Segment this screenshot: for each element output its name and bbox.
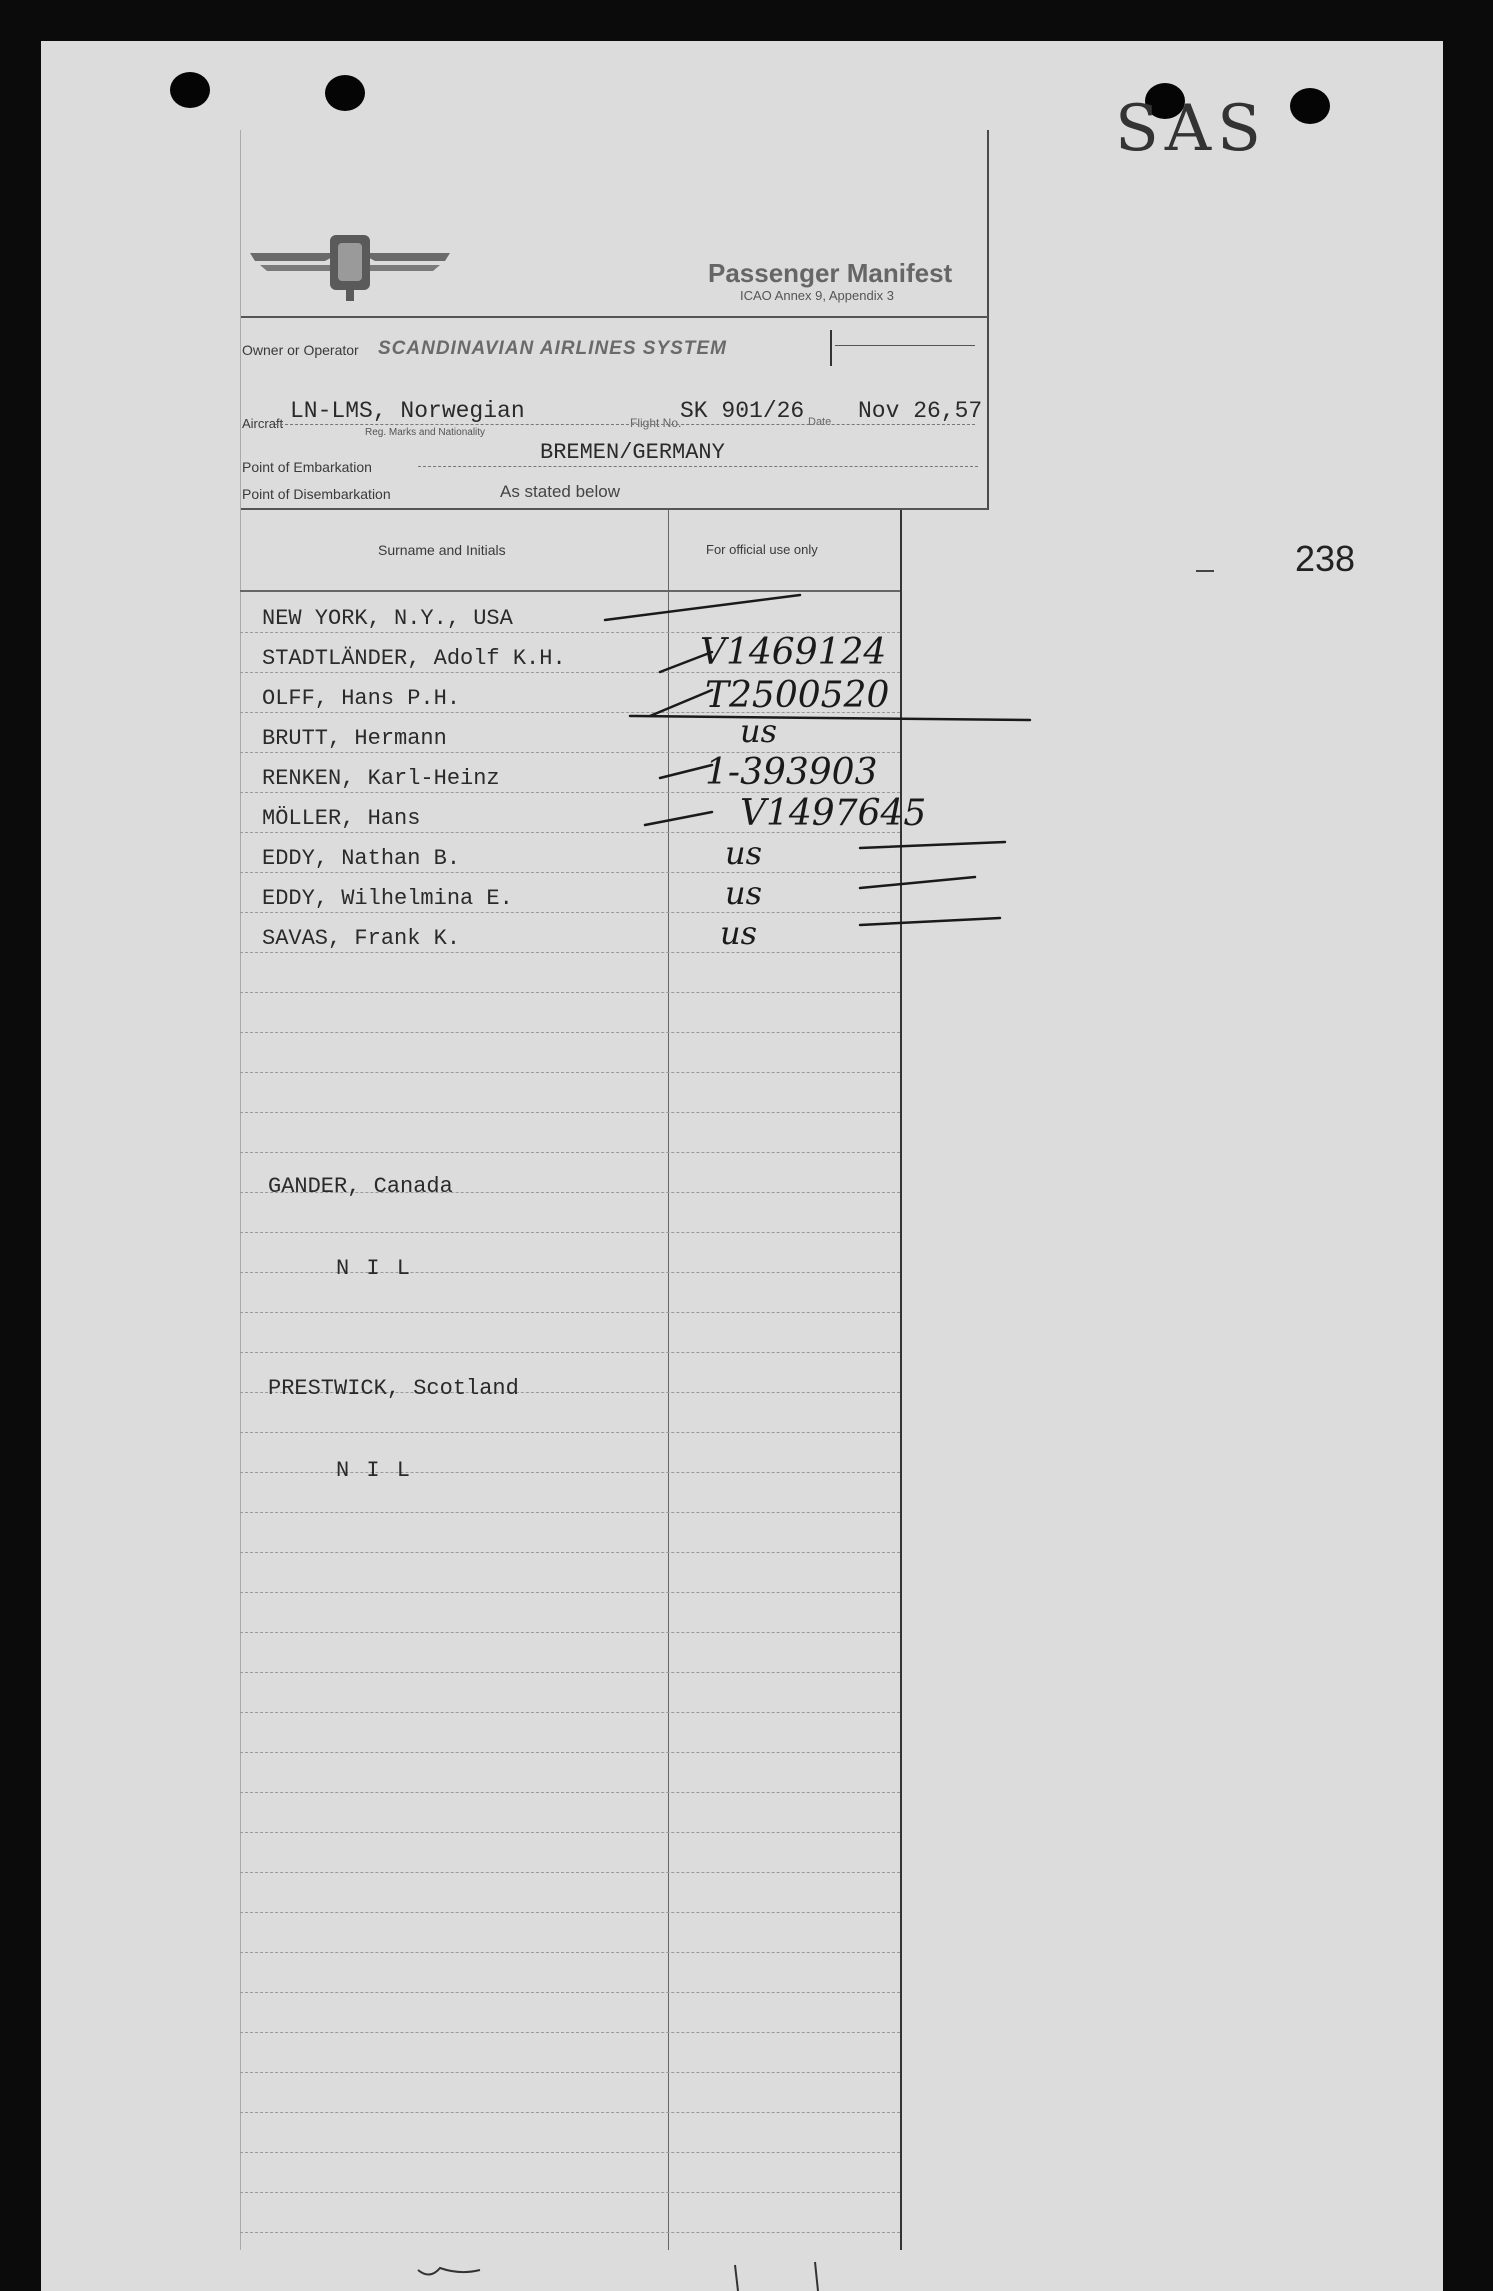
aircraft-value: LN-LMS, Norwegian bbox=[290, 398, 525, 424]
flight-label: Flight No. bbox=[630, 416, 682, 430]
disembarkation-value: As stated below bbox=[500, 482, 621, 501]
official-entry: us bbox=[725, 834, 763, 872]
owner-label: Owner or Operator bbox=[242, 342, 359, 358]
list-item: EDDY, Wilhelmina E. bbox=[262, 886, 513, 911]
list-item: NEW YORK, N.Y., USA bbox=[262, 606, 513, 631]
embarkation-label: Point of Embarkation bbox=[242, 459, 372, 475]
official-entry: us bbox=[725, 874, 763, 912]
form-subtitle: ICAO Annex 9, Appendix 3 bbox=[740, 288, 894, 303]
official-entry: us bbox=[740, 712, 778, 750]
list-item: OLFF, Hans P.H. bbox=[262, 686, 461, 711]
official-entry: 1-393903 bbox=[705, 752, 878, 793]
col-name-header: Surname and Initials bbox=[378, 542, 506, 558]
official-entry: V1469124 bbox=[700, 632, 887, 673]
list-item: STADTLÄNDER, Adolf K.H. bbox=[262, 646, 566, 671]
date-label: Date bbox=[808, 416, 832, 428]
list-item: RENKEN, Karl-Heinz bbox=[262, 766, 500, 791]
aircraft-label: Aircraft bbox=[242, 416, 284, 431]
flight-value: SK 901/26 bbox=[680, 398, 805, 424]
list-item: EDDY, Nathan B. bbox=[262, 846, 461, 871]
margin-mark bbox=[1196, 570, 1214, 572]
corner-mark: SAS bbox=[1115, 92, 1267, 166]
aircraft-sublabel: Reg. Marks and Nationality bbox=[365, 427, 486, 438]
section-heading-prestwick: PRESTWICK, Scotland bbox=[268, 1376, 519, 1401]
page-number: 238 bbox=[1295, 538, 1356, 579]
list-item: MÖLLER, Hans bbox=[262, 806, 421, 831]
list-item: BRUTT, Hermann bbox=[262, 726, 447, 751]
section-value-gander: N I L bbox=[336, 1256, 413, 1281]
owner-value: SCANDINAVIAN AIRLINES SYSTEM bbox=[378, 338, 727, 359]
section-value-prestwick: N I L bbox=[336, 1458, 413, 1483]
embarkation-value: BREMEN/GERMANY bbox=[540, 440, 725, 465]
section-heading-gander: GANDER, Canada bbox=[268, 1174, 453, 1199]
official-entry: T2500520 bbox=[705, 675, 890, 716]
date-value: Nov 26,57 bbox=[858, 398, 983, 424]
form-title: Passenger Manifest bbox=[708, 258, 953, 288]
disembarkation-label: Point of Disembarkation bbox=[242, 486, 391, 502]
official-entry: V1497645 bbox=[740, 793, 927, 834]
official-entry: us bbox=[720, 914, 758, 952]
col-official-header: For official use only bbox=[706, 542, 818, 557]
list-item: SAVAS, Frank K. bbox=[262, 926, 461, 951]
